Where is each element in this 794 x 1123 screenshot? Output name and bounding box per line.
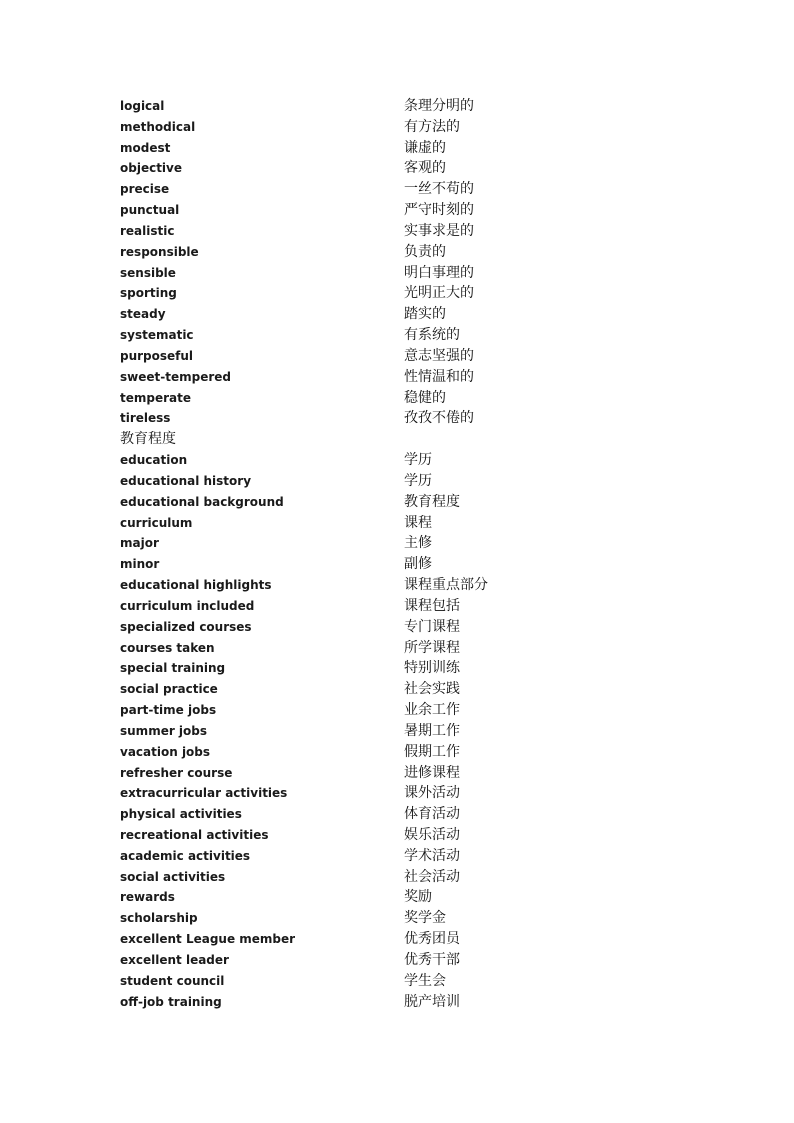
section-heading-row [120,429,680,450]
vocab-row [120,596,680,617]
vocab-row [120,367,680,388]
vocab-row [120,325,680,346]
vocab-row [120,117,680,138]
vocab-row [120,742,680,763]
chinese-translation: 奖学金 [404,910,446,927]
chinese-translation: 进修课程 [404,764,460,781]
chinese-translation: 所学课程 [404,639,460,656]
vocab-row [120,825,680,846]
section-heading: 教育程度 [120,431,176,448]
vocab-row [120,908,680,929]
vocab-row [120,617,680,638]
english-term: sweet-tempered [120,369,231,384]
chinese-translation: 光明正大的 [404,285,474,302]
chinese-translation: 踏实的 [404,306,446,323]
vocab-row [120,783,680,804]
english-term: physical activities [120,807,242,822]
chinese-translation: 性情温和的 [404,368,474,385]
vocab-row [120,138,680,159]
english-term: student council [120,973,225,988]
english-term: sporting [120,286,177,301]
english-term: logical [120,99,165,113]
chinese-translation: 业余工作 [404,702,460,719]
vocab-row [120,408,680,429]
english-term: realistic [120,223,175,238]
vocab-row [120,450,680,471]
vocab-row [120,950,680,971]
english-term: systematic [120,328,194,343]
english-term: academic activities [120,848,251,863]
english-term: specialized courses [120,619,252,634]
chinese-translation: 课程 [404,514,432,531]
english-term: temperate [120,390,191,405]
vocab-row [120,867,680,888]
chinese-translation: 教育程度 [404,493,460,510]
vocab-row [120,283,680,304]
vocab-row [120,242,680,263]
vocab-row [120,992,680,1013]
chinese-translation: 社会活动 [404,868,460,885]
chinese-translation: 学术活动 [404,847,460,864]
vocab-row [120,513,680,534]
chinese-translation: 学历 [404,472,432,489]
chinese-translation: 体育活动 [404,806,460,823]
vocab-row [120,388,680,409]
chinese-translation: 脱产培训 [404,993,460,1010]
english-term: tireless [120,411,171,426]
english-term: educational history [120,473,252,488]
chinese-translation: 优秀团员 [404,931,460,948]
english-term: responsible [120,244,199,259]
english-term: curriculum [120,515,193,530]
english-term: rewards [120,890,175,905]
chinese-translation: 优秀干部 [404,951,460,968]
chinese-translation: 课程包括 [404,597,460,614]
english-term: educational background [120,494,284,509]
vocab-row [120,492,680,513]
vocabulary-list [120,96,680,1012]
english-term: part-time jobs [120,703,217,718]
vocab-row [120,346,680,367]
chinese-translation: 实事求是的 [404,222,474,239]
vocab-row [120,658,680,679]
english-term: educational highlights [120,578,272,593]
vocab-row [120,846,680,867]
vocab-row [120,721,680,742]
english-term: summer jobs [120,723,208,738]
vocab-row [120,971,680,992]
chinese-translation: 严守时刻的 [404,202,474,219]
chinese-translation: 主修 [404,535,432,552]
vocab-row [120,179,680,200]
vocab-row [120,471,680,492]
chinese-translation: 副修 [404,556,432,573]
vocab-row [120,554,680,575]
chinese-translation: 奖励 [404,889,432,906]
english-term: sensible [120,265,176,280]
chinese-translation: 明白事理的 [404,264,474,281]
chinese-translation: 学生会 [404,972,446,989]
chinese-translation: 学历 [404,452,432,469]
english-term: minor [120,557,160,572]
english-term: education [120,453,188,468]
chinese-translation: 课程重点部分 [404,577,488,594]
chinese-translation: 假期工作 [404,743,460,760]
vocab-row [120,304,680,325]
vocab-row [120,263,680,284]
chinese-translation: 特别训练 [404,660,460,677]
vocab-row [120,200,680,221]
english-term: purposeful [120,348,194,363]
vocab-row [120,804,680,825]
english-term: recreational activities [120,827,269,842]
chinese-translation: 社会实践 [404,681,460,698]
vocab-row [120,638,680,659]
vocab-row [120,763,680,784]
english-term: objective [120,161,183,176]
chinese-translation: 专门课程 [404,618,460,635]
chinese-translation: 负责的 [404,243,446,260]
english-term: courses taken [120,640,215,655]
english-term: excellent League member [120,932,296,947]
vocab-row [120,887,680,908]
vocab-row [120,679,680,700]
english-term: off-job training [120,994,222,1009]
english-term: social practice [120,682,218,697]
english-term: curriculum included [120,598,255,613]
chinese-translation: 暑期工作 [404,722,460,739]
chinese-translation: 娱乐活动 [404,826,460,843]
english-term: vacation jobs [120,744,211,759]
chinese-translation: 课外活动 [404,785,460,802]
vocab-row [120,221,680,242]
english-term: special training [120,661,226,676]
english-term: refresher course [120,765,233,780]
vocab-row [120,929,680,950]
chinese-translation: 客观的 [404,160,446,177]
vocab-row [120,533,680,554]
chinese-translation: 谦虚的 [404,139,446,156]
english-term: precise [120,182,170,197]
english-term: excellent leader [120,952,229,967]
chinese-translation: 有方法的 [404,118,460,135]
chinese-translation: 一丝不苟的 [404,181,474,198]
chinese-translation: 孜孜不倦的 [404,410,474,427]
english-term: major [120,536,159,551]
english-term: modest [120,140,171,155]
vocab-row [120,575,680,596]
english-term: steady [120,307,166,322]
chinese-translation: 有系统的 [404,327,460,344]
chinese-translation: 条理分明的 [404,98,474,114]
english-term: extracurricular activities [120,786,288,801]
vocab-row [120,158,680,179]
chinese-translation: 稳健的 [404,389,446,406]
chinese-translation: 意志坚强的 [404,347,474,364]
english-term: methodical [120,119,196,134]
english-term: punctual [120,203,180,218]
vocab-row [120,700,680,721]
english-term: social activities [120,869,226,884]
vocab-row [120,96,680,117]
english-term: scholarship [120,911,198,926]
